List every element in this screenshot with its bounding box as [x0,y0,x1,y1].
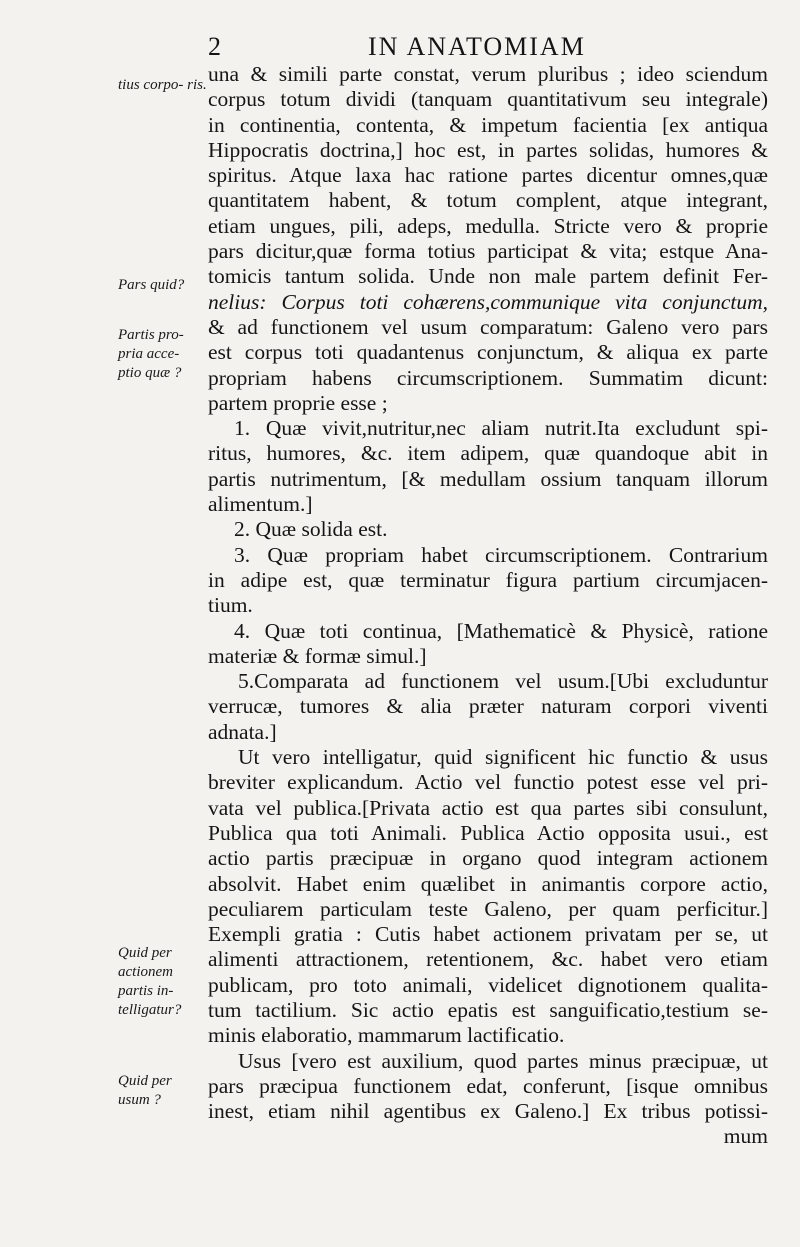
text-line: Exempli gratia : Cutis habet actionem privatam per se, ut [208,922,768,947]
text-line: 1. Quæ vivit,nutritur,nec aliam nutrit.Ita excludunt spi- [234,416,768,441]
text-line: corpus totum dividi (tanquam quantitativum seu integrale) [208,87,768,112]
text-line: minis elaboratio, mammarum lactificatio. [208,1023,565,1048]
text-line: peculiarem particulam teste Galeno, per quam perficitur.] [208,896,768,921]
text-line: absolvit. Habet enim quælibet in animantis corpore actio, [208,871,768,896]
text-line: tomicis tantum solida. Unde non male partem definit Fer- [208,264,768,289]
text-line: Ut vero intelligatur, quid significent hic functio & usus [238,745,768,770]
text-line: quantitatem habent, & totum complent, atque integrant, [208,188,768,213]
text-line: vata vel publica.[Privata actio est qua partes sibi consulunt, [208,795,768,820]
text-line: adnata.] [208,719,277,744]
text-line: inest, etiam nihil agentibus ex Galeno.] Ex tribus potissi- [208,1099,768,1124]
text-line: pars dicitur,quæ forma totius participat & vita; estque Ana- [208,239,768,264]
text-line: tum tactilium. Sic actio epatis est sanguificatio,testium se- [208,997,768,1022]
text-line: materiæ & formæ simul.] [208,643,427,668]
margin-note: Quid per actionem partis in- telligatur? [118,945,182,1018]
text-line: Usus [vero est auxilium, quod partes minus præcipuæ, ut [238,1048,768,1073]
text-line: una & simili parte constat, verum pluribus ; ideo sciendum [208,62,768,86]
main-text [208,62,768,1150]
text-line: actio partis præcipuæ in organo quod integram actionem [208,846,768,871]
text-line: breviter explicandum. Actio vel functio potest esse vel pri- [208,770,768,795]
text-line: tium. [208,593,253,618]
text-line: partem proprie esse ; [208,390,388,415]
text-line: publicam, pro toto animali, videlicet dignotionem qualita- [208,972,768,997]
text-line: 5.Comparata ad functionem vel usum.[Ubi excluduntur [238,669,768,694]
text-line: spiritus. Atque laxa hac ratione partes dicentur omnes,quæ [208,163,768,188]
text-line: nelius: Corpus toti cohærens,communique vita conjunctum, [208,289,768,314]
text-line: 2. Quæ solida est. [234,517,388,542]
text-line: & ad functionem vel usum comparatum: Galeno vero pars [208,314,768,339]
text-line: propriam habens circumscriptionem. Summatim dicunt: [208,365,768,390]
text-line: mum [723,1124,768,1149]
text-line: ritus, humores, &c. item adipem, quæ quandoque abit in [208,441,768,466]
running-header [200,32,770,62]
running-title: IN ANATOMIAM [368,32,586,61]
text-line: partis nutrimentum, [& medullam ossium tanquam illorum [208,466,768,491]
text-line: in continentia, contenta, & impetum facientia [ex antiqua [208,112,768,137]
text-line: 3. Quæ propriam habet circumscriptionem. Contrarium [234,542,768,567]
margin-note: Pars quid? [118,277,185,293]
text-line: Publica qua toti Animali. Publica Actio opposita usui., est [208,820,768,845]
text-line: etiam ungues, pili, adeps, medulla. Stricte vero & proprie [208,213,768,238]
margin-note: Partis pro- pria acce- ptio quæ ? [118,327,184,381]
text-line: est corpus toti quadantenus conjunctum, & aliqua ex parte [208,340,768,365]
page-number: 2 [208,32,222,61]
text-line: verrucæ, tumores & alia præter naturam corpori viventi [208,694,768,719]
text-line: 4. Quæ toti continua, [Mathematicè & Physicè, ratione [234,618,768,643]
text-line: alimentum.] [208,492,313,517]
margin-note: Quid per usum ? [118,1073,172,1108]
margin-note: tius corpo- ris. [118,77,207,93]
text-line: pars præcipua functionem edat, conferunt, [isque omnibus [208,1073,768,1098]
text-line: alimenti attractionem, retentionem, &c. habet vero etiam [208,947,768,972]
text-line: Hippocratis doctrina,] hoc est, in partes solidas, humores & [208,137,768,162]
text-line: in adipe est, quæ terminatur figura partium circumjacen- [208,567,768,592]
